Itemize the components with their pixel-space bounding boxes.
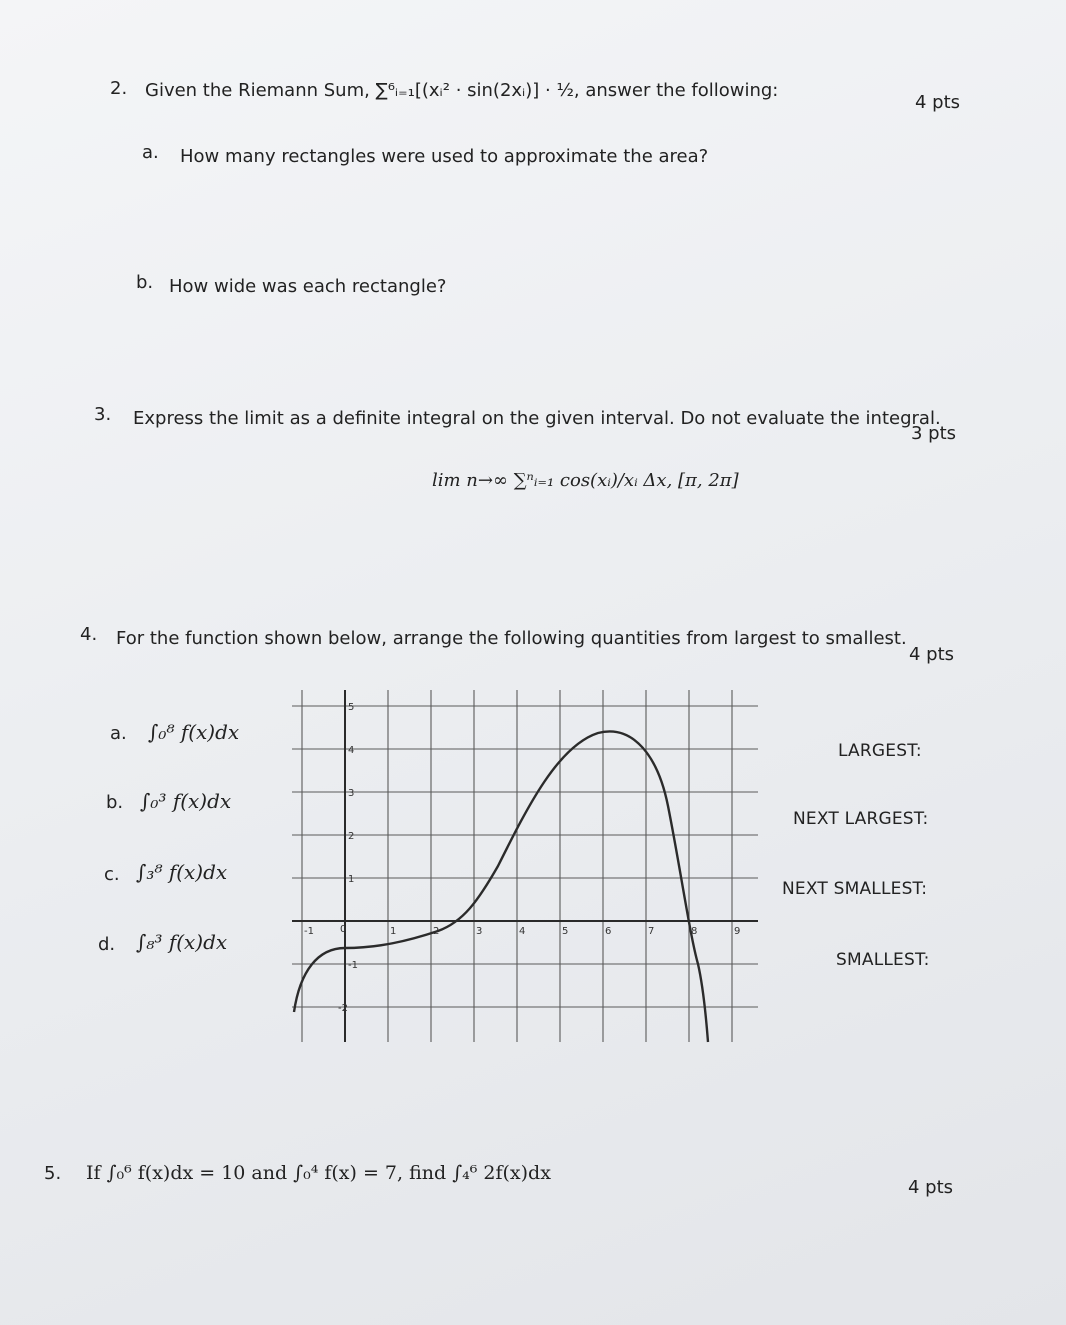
y-tick-label: 1: [348, 874, 355, 885]
answer-label-smallest: SMALLEST:: [836, 950, 930, 970]
y-tick-label: 3: [348, 788, 355, 799]
q4-text: For the function shown below, arrange the following quantities from largest to smallest.: [116, 628, 907, 649]
q2-number: 2.: [110, 78, 128, 99]
q4-points: 4 pts: [909, 644, 955, 665]
q4-number: 4.: [80, 624, 98, 645]
answer-label-next-smallest: NEXT SMALLEST:: [782, 879, 928, 899]
x-tick-label: 3: [476, 926, 483, 937]
q2-stem: [145, 80, 778, 101]
x-tick-label: 4: [519, 926, 526, 937]
q3-points: 3 pts: [911, 423, 957, 444]
x-tick-label: 2: [433, 926, 440, 937]
q4-option-b-letter: b.: [106, 792, 124, 813]
y-tick-label: -2: [338, 1003, 348, 1014]
y-tick-label: 5: [348, 702, 355, 713]
x-tick-label: 7: [648, 926, 655, 937]
q4-option-c-expr: ∫₃⁸ f(x)dx: [136, 860, 228, 884]
x-tick-label: -1: [304, 926, 314, 937]
q2-points: 4 pts: [915, 92, 961, 113]
x-tick-label: 6: [605, 926, 612, 937]
q4-option-c-letter: c.: [104, 864, 120, 885]
x-tick-label: 9: [734, 926, 741, 937]
answer-label-largest: LARGEST:: [838, 741, 922, 761]
answer-label-next-largest: NEXT LARGEST:: [793, 809, 929, 829]
q3-number: 3.: [94, 404, 112, 425]
q4-option-a-letter: a.: [110, 723, 127, 744]
y-tick-label: 4: [348, 745, 355, 756]
x-tick-labels: [304, 924, 740, 937]
y-tick-label: 2: [348, 831, 355, 842]
q2b-text: How wide was each rectangle?: [169, 276, 447, 297]
q2b-letter: b.: [136, 272, 154, 293]
x-tick-label: 8: [691, 926, 698, 937]
q2a-letter: a.: [142, 142, 159, 163]
graph-grid: [292, 690, 758, 1042]
x-tick-label: 0: [340, 924, 347, 935]
q5-points: 4 pts: [908, 1177, 954, 1198]
q3-text: Express the limit as a definite integral on the given interval. Do not evaluate the integral.: [133, 408, 941, 429]
show-through-text: [260, 245, 265, 264]
q5-number: 5.: [44, 1163, 62, 1184]
q4-option-b-expr: ∫₀³ f(x)dx: [140, 789, 232, 813]
q2-stem-text: Given the Riemann Sum, ∑⁶ᵢ₌₁[(xᵢ² · sin(2xᵢ)] · ½, answer the following:: [145, 80, 779, 101]
x-tick-label: 5: [562, 926, 569, 937]
q4-option-d-expr: ∫₈³ f(x)dx: [136, 930, 228, 954]
x-tick-label: 1: [390, 926, 397, 937]
q5-text: If ∫₀⁶ f(x)dx = 10 and ∫₀⁴ f(x) = 7, find ∫₄⁶ 2f(x)dx: [86, 1162, 551, 1184]
q3-limit-expression: lim n→∞ ∑ⁿᵢ₌₁ cos(xᵢ)/xᵢ Δx, [π, 2π]: [432, 470, 739, 491]
function-graph: [288, 686, 760, 1046]
q4-option-a-expr: ∫₀⁸ f(x)dx: [148, 720, 240, 744]
q4-option-d-letter: d.: [98, 934, 116, 955]
y-tick-label: -1: [348, 960, 358, 971]
q2a-text: How many rectangles were used to approximate the area?: [180, 146, 709, 167]
